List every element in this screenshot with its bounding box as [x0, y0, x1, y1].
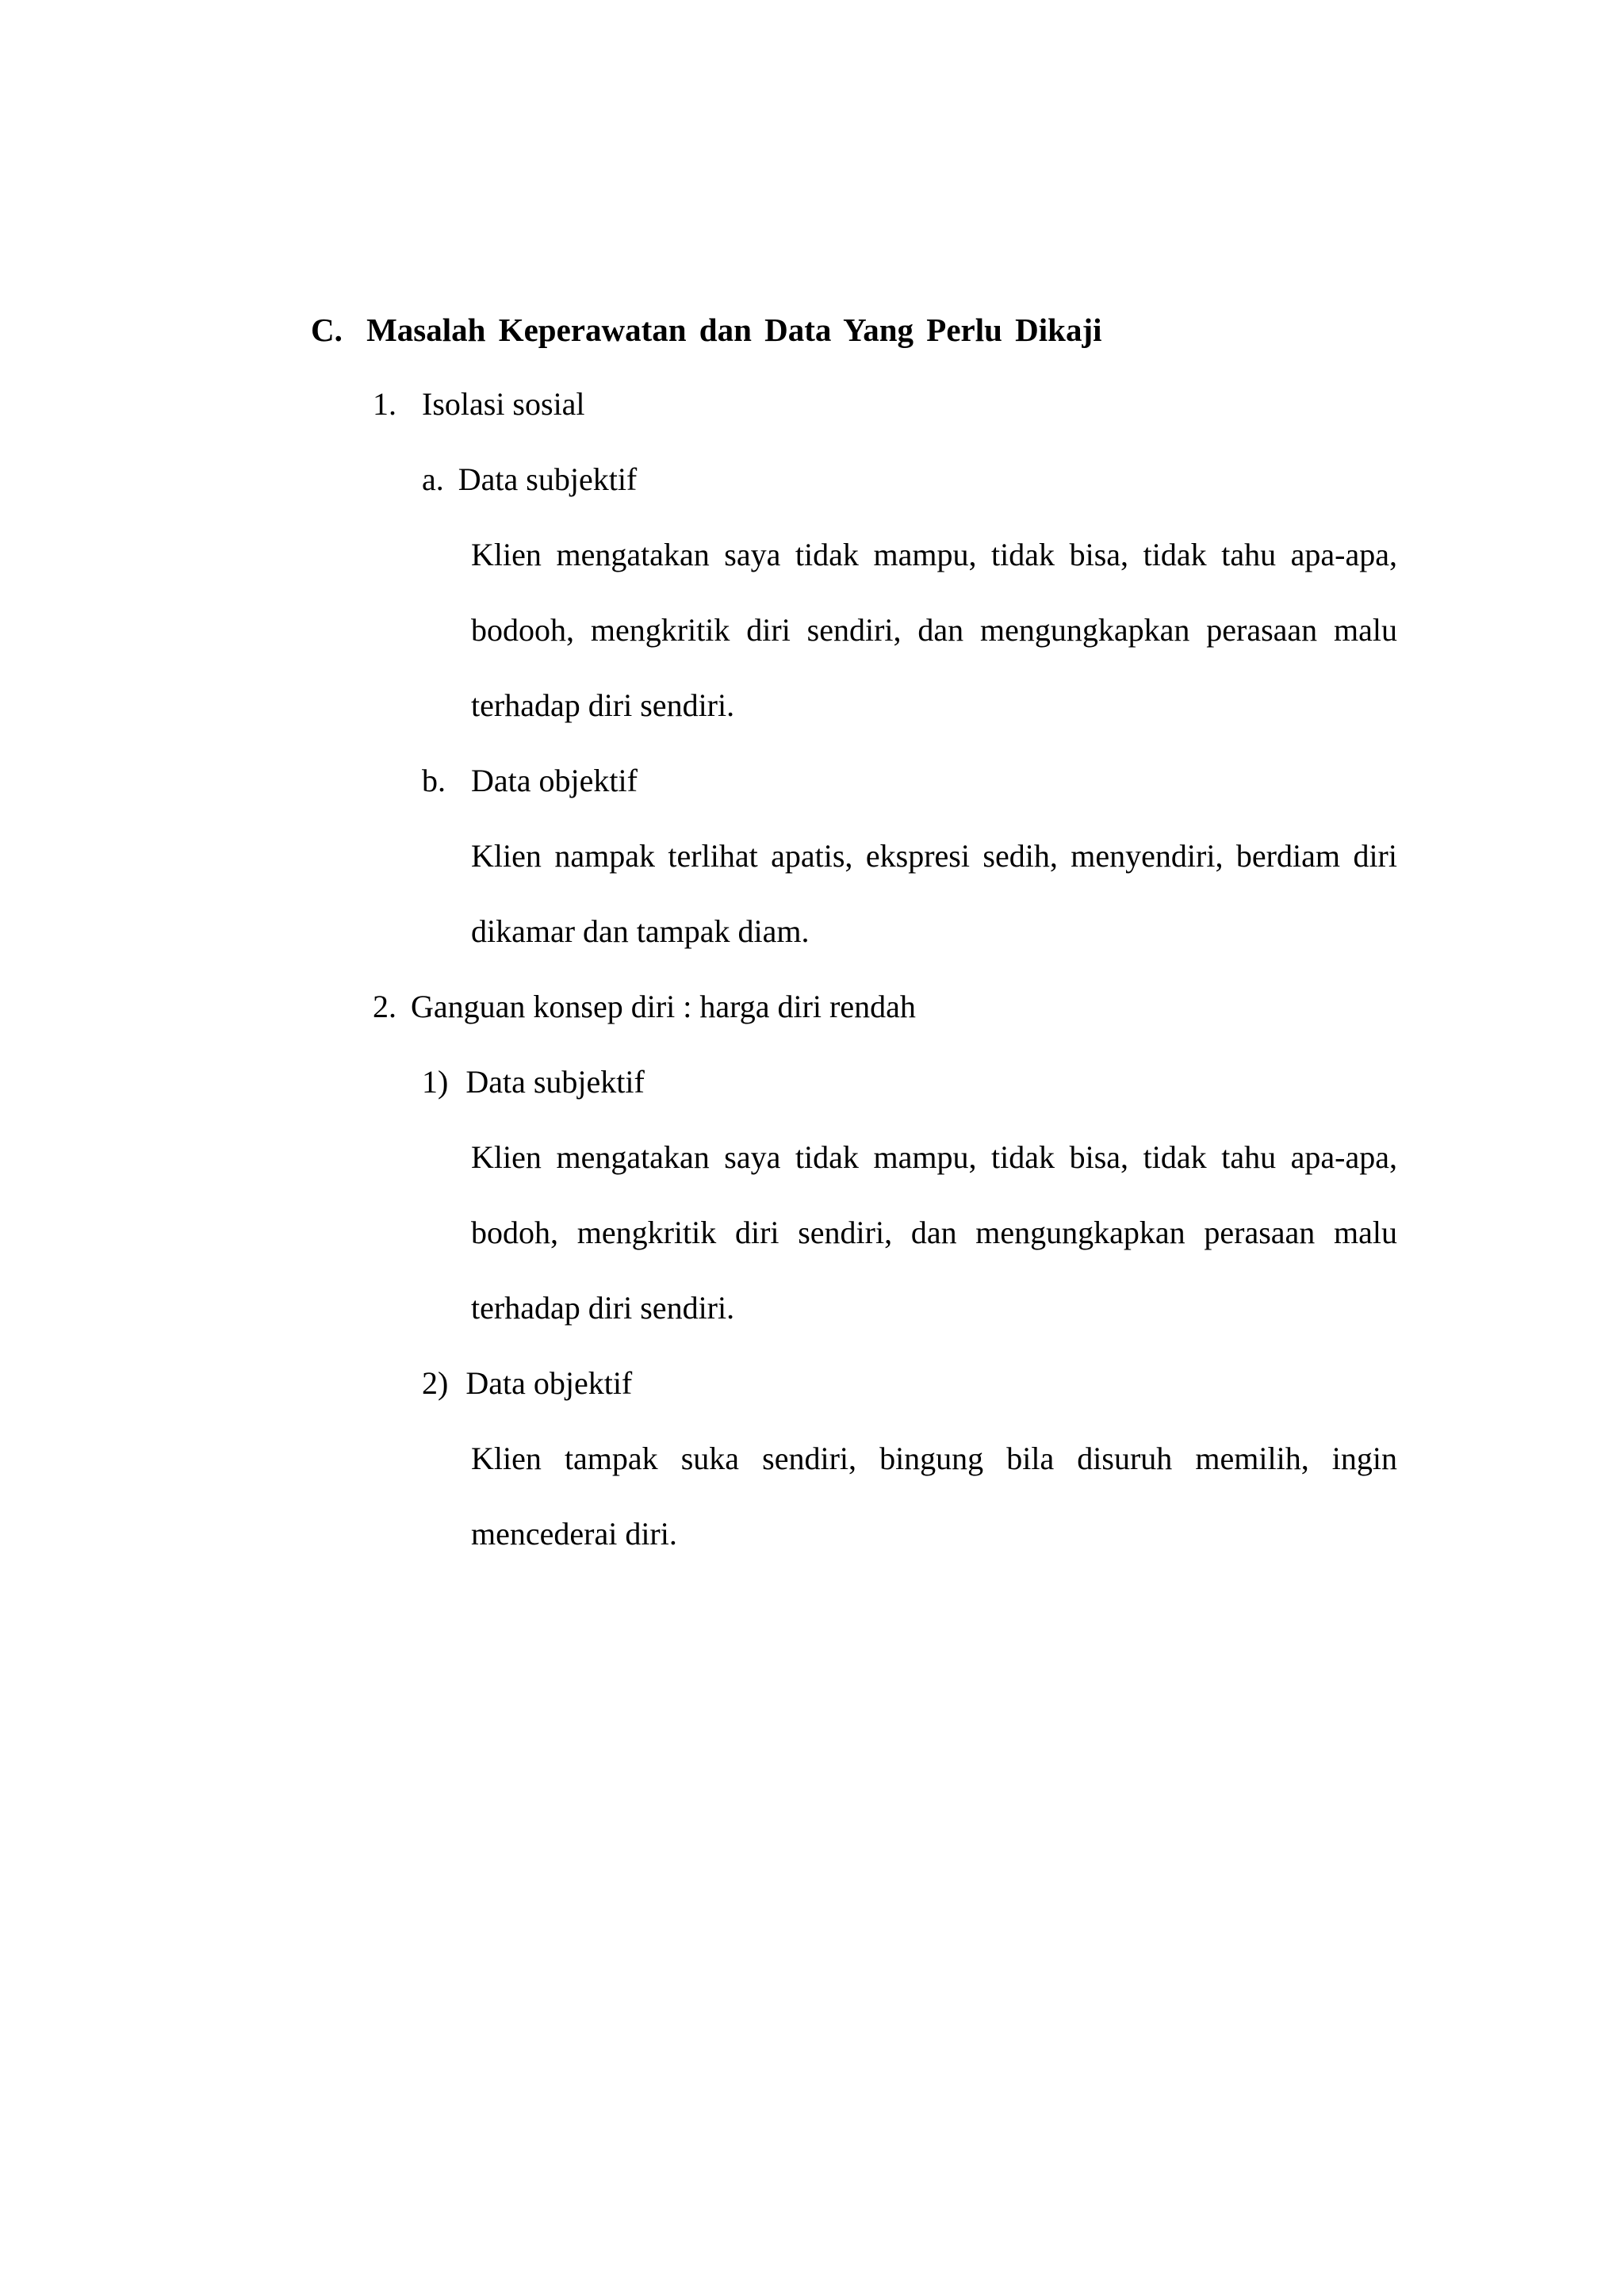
subitem-heading: [422, 1364, 632, 1402]
list-item-number: 2.: [373, 989, 396, 1024]
subitem-title: Data subjektif: [458, 461, 638, 497]
paragraph-line: Klien nampak terlihat apatis, ekspresi sedih, menyendiri, berdiam diri: [471, 838, 1397, 874]
subitem-marker: 2): [422, 1365, 449, 1401]
subitem-marker: 1): [422, 1064, 449, 1100]
paragraph-line: bodoh, mengkritik diri sendiri, dan mengungkapkan perasaan malu: [471, 1215, 1397, 1250]
section-title: Masalah Keperawatan dan Data Yang Perlu Dikaji: [366, 312, 1102, 348]
paragraph-line: terhadap diri sendiri.: [471, 1290, 735, 1326]
list-item-title: Isolasi sosial: [422, 386, 585, 422]
paragraph-line: Klien mengatakan saya tidak mampu, tidak bisa, tidak tahu apa-apa,: [471, 537, 1397, 572]
paragraph-line: Klien tampak suka sendiri, bingung bila disuruh memilih, ingin: [471, 1441, 1397, 1476]
paragraph-line: bodooh, mengkritik diri sendiri, dan mengungkapkan perasaan malu: [471, 612, 1397, 648]
subitem-title: Data objektif: [471, 763, 638, 798]
section-letter: C.: [311, 312, 343, 348]
list-item-title: Ganguan konsep diri : harga diri rendah: [411, 989, 916, 1024]
section-heading: [311, 311, 1102, 349]
subitem-heading: [422, 1063, 645, 1101]
list-item-heading: [373, 385, 585, 423]
list-item-number: 1.: [373, 386, 396, 422]
paragraph-line: mencederai diri.: [471, 1516, 677, 1552]
subitem-marker: a.: [422, 461, 444, 497]
paragraph-line: Klien mengatakan saya tidak mampu, tidak bisa, tidak tahu apa-apa,: [471, 1139, 1397, 1175]
paragraph-line: terhadap diri sendiri.: [471, 687, 735, 723]
subitem-marker: b.: [422, 763, 446, 798]
subitem-title: Data objektif: [465, 1365, 633, 1401]
subitem-heading: [422, 461, 637, 499]
paragraph-line: dikamar dan tampak diam.: [471, 913, 810, 949]
list-item-heading: [373, 988, 916, 1026]
subitem-heading: [422, 762, 638, 800]
subitem-title: Data subjektif: [465, 1064, 645, 1100]
